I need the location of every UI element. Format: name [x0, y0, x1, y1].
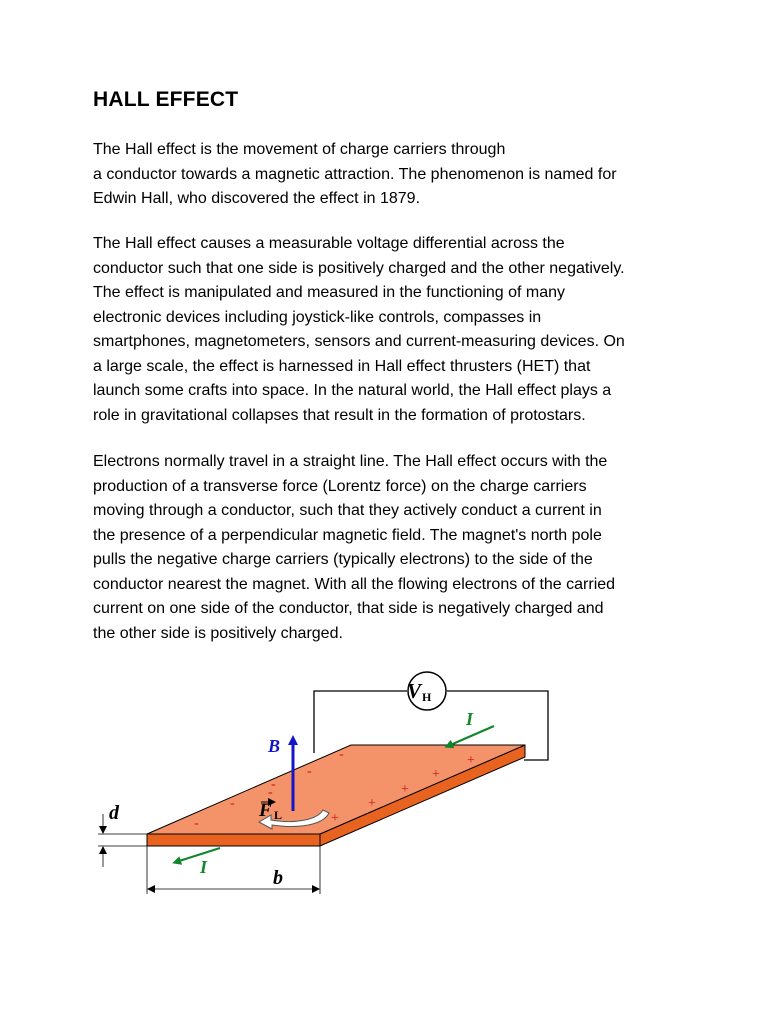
magnetic-field-label: B [268, 736, 281, 756]
text-line: a large scale, the effect is harnessed in Hall effect thrusters (HET) that [93, 357, 591, 375]
text-line: current on one side of the conductor, that side is negatively charged and [93, 600, 604, 617]
positive-charge: + [432, 767, 440, 782]
text-line: The Hall effect is the movement of charge carriers through [93, 141, 506, 158]
plate-front-face [147, 834, 320, 846]
paragraph-intro [93, 138, 617, 212]
text-line: pulls the negative charge carriers (typically electrons) to the side of the [93, 551, 593, 568]
voltmeter-label: V [407, 679, 422, 703]
text-line: conductor nearest the magnet. With all the flowing electrons of the carried [93, 575, 616, 593]
text-line: conductor such that one side is positively charged and the other negatively. [93, 259, 625, 277]
current-label: I [466, 709, 474, 729]
text-line: launch some crafts into space. In the natural world, the Hall effect plays a [93, 382, 612, 399]
text-line: The Hall effect causes a measurable voltage differential across the [93, 235, 565, 252]
page-title: HALL EFFECT [93, 88, 239, 111]
text-line: production of a transverse force (Lorentz force) on the charge carriers [93, 477, 587, 495]
negative-charge: - [268, 785, 273, 800]
negative-charge: - [230, 796, 235, 811]
text-line: a conductor towards a magnetic attraction. The phenomenon is named for [93, 165, 617, 183]
text-line: electronic devices including joystick-like controls, compasses in [93, 308, 542, 326]
negative-charge: - [339, 747, 344, 762]
positive-charge: + [331, 811, 339, 826]
thickness-label: d [109, 802, 119, 824]
negative-charge: - [194, 816, 199, 831]
text-line: Electrons normally travel in a straight line. The Hall effect occurs with the [93, 453, 608, 470]
hall-effect-diagram [95, 668, 565, 900]
positive-charge: + [401, 782, 409, 797]
paragraph-mechanism [93, 450, 615, 646]
lorentz-force-label: F [259, 800, 272, 821]
text-line: The effect is manipulated and measured in the functioning of many [93, 284, 565, 301]
positive-charge: + [467, 753, 475, 768]
current-label: I [200, 857, 208, 877]
text-line: the presence of a perpendicular magnetic field. The magnet's north pole [93, 526, 602, 544]
current-arrow-in [448, 726, 494, 746]
paragraph-applications [93, 232, 625, 428]
text-line: moving through a conductor, such that they actively conduct a current in [93, 502, 602, 519]
negative-charge: - [307, 764, 312, 779]
width-label: b [273, 867, 283, 889]
text-line: smartphones, magnetometers, sensors and current-measuring devices. On [93, 333, 625, 350]
text-line: the other side is positively charged. [93, 624, 343, 642]
positive-charge: + [368, 796, 376, 811]
text-line: Edwin Hall, who discovered the effect in 1879. [93, 190, 421, 207]
voltmeter-subscript: H [422, 690, 432, 704]
lorentz-force-subscript: L [274, 808, 283, 822]
current-arrow-out [176, 848, 220, 862]
text-line: role in gravitational collapses that result in the formation of protostars. [93, 406, 586, 424]
negative-charge: - [271, 777, 276, 792]
